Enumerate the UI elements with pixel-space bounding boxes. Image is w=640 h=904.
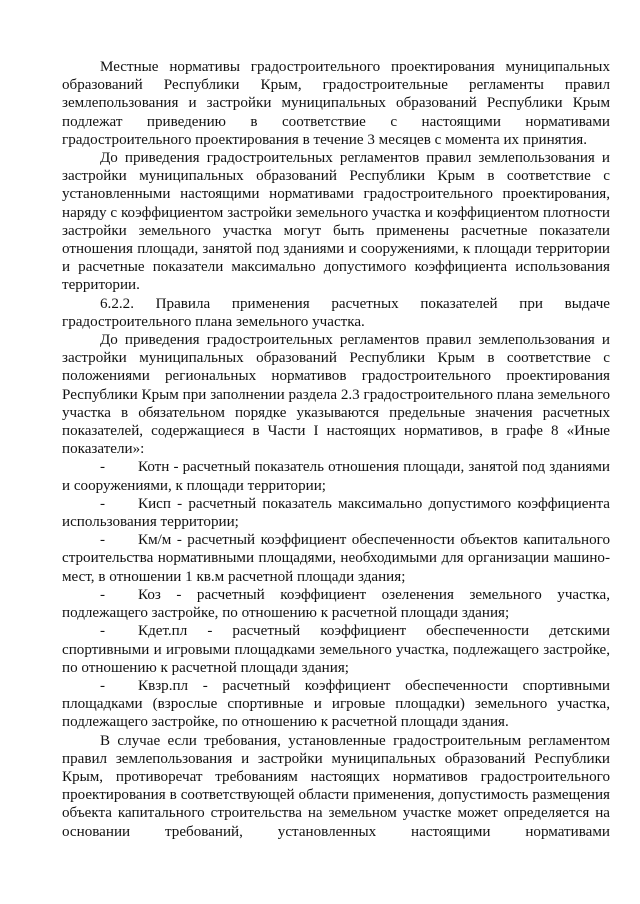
list-item: [62, 622, 610, 677]
list-item-text: Коз - расчетный коэффициент озеленения земельного участка, подлежащего застройке, по отношению к расчетной площади здания;: [62, 586, 610, 622]
list-dash: -: [100, 532, 106, 549]
list-item: [62, 495, 610, 531]
paragraph-local-standards: Местные нормативы градостроительного проектирования муниципальных образований Республики Крым, градостроительные регламенты правил землепользования и застройки муниципальных образований Республики Крым подлежат приведению в соответствие с настоящими нормативами градостроительного проектирования в течение 3 месяцев с момента их принятия.: [62, 59, 610, 148]
list-item-text: Кдет.пл - расчетный коэффициент обеспеченности детскими спортивными и игровыми площадками земельного участка, подлежащего застройке, по отношению к расчетной площади здания;: [62, 623, 610, 676]
list-item: [62, 458, 610, 494]
paragraph-before-alignment: До приведения градостроительных регламентов правил землепользования и застройки муниципальных образований Республики Крым в соответствие с установленными настоящими нормативами градостроительного проектирования, наряду с коэффициентом застройки земельного участка и коэффициентом плотности застройки земельного участка могут быть применены расчетные показатели отношения площади, занятой под зданиями и сооружениями, к площади территории и расчетные показатели максимально допустимого коэффициента использования территории.: [62, 150, 610, 294]
list-dash: -: [100, 586, 106, 603]
list-item-text: Км/м - расчетный коэффициент обеспеченности объектов капитального строительства нормативными площадями, необходимыми для организации машино-мест, в отношении 1 кв.м расчетной площади здания;: [62, 532, 610, 585]
paragraph-gpzu-filling: До приведения градостроительных регламентов правил землепользования и застройки муниципальных образований Республики Крым в соответствие с положениями региональных нормативов градостроительного проектирования Республики Крым при заполнении раздела 2.3 градостроительного плана земельного участка в обязательном порядке указываются предельные значения расчетных показателей, содержащиеся в Части I настоящих нормативов, в графе 8 «Иные показатели»:: [62, 332, 610, 458]
paragraph-section-6-2-2: 6.2.2. Правила применения расчетных показателей при выдаче градостроительного плана земельного участка.: [62, 295, 610, 330]
list-item: [62, 586, 610, 622]
list-item-text: Котн - расчетный показатель отношения площади, занятой под зданиями и сооружениями, к площади территории;: [62, 459, 610, 494]
list-dash: -: [100, 495, 106, 512]
paragraph-conflict-requirements: В случае если требования, установленные градостроительным регламентом правил землепользования и застройки муниципальных образований Республики Крым, противоречат требованиям настоящих нормативов градостроительного проектирования в соответствующей области применения, допустимость размещения объекта капитального строительства на земельном участке может определяется на основании требований, установленных настоящими нормативами: [62, 732, 610, 840]
document-page: [62, 58, 610, 841]
list-dash: -: [100, 459, 106, 476]
list-dash: -: [100, 623, 106, 640]
list-dash: -: [100, 677, 106, 694]
list-item: [62, 531, 610, 586]
list-item-text: Кисп - расчетный показатель максимально допустимого коэффициента использования территории;: [62, 495, 610, 531]
list-item: [62, 677, 610, 732]
list-item-text: Квзр.пл - расчетный коэффициент обеспеченности спортивными площадками (взрослые спортивные и игровые площадки) земельного участка, подлежащего застройке, по отношению к расчетной площади здания.: [62, 677, 610, 731]
